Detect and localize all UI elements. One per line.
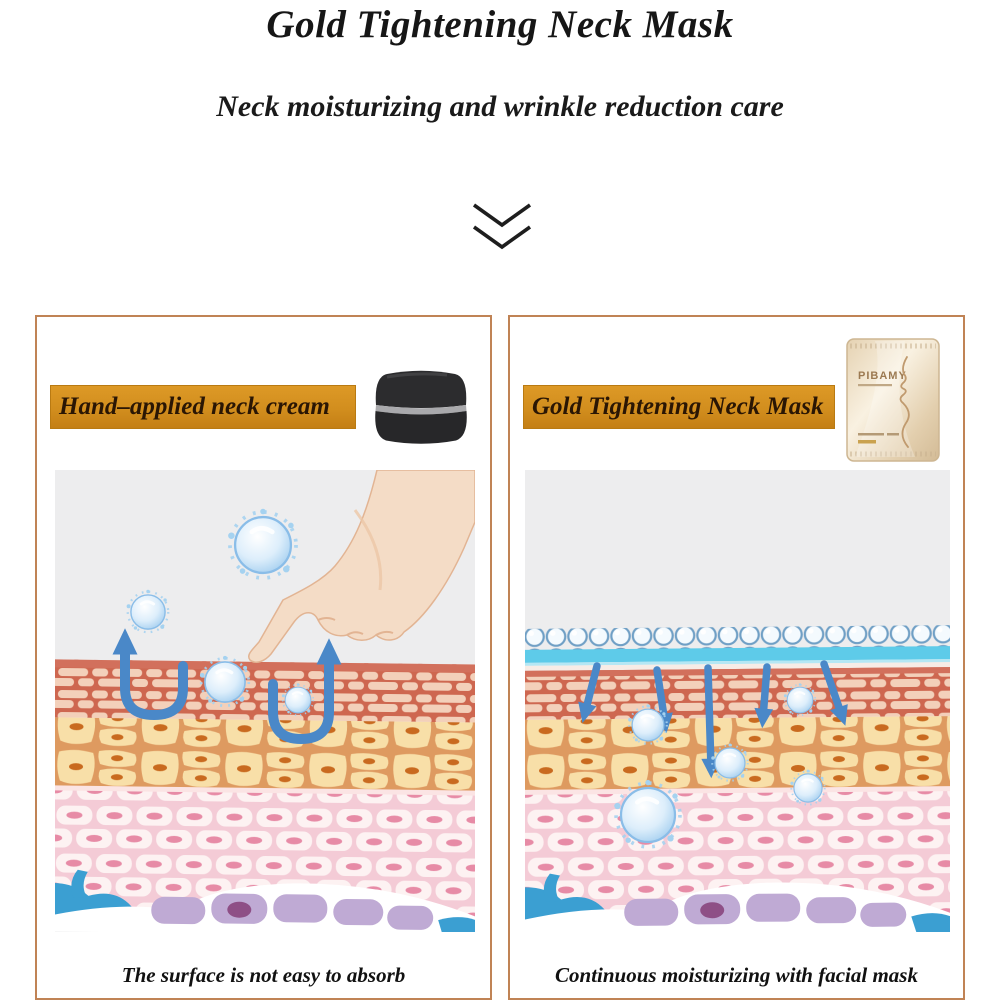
left-banner-label: Hand–applied neck cream (59, 393, 330, 420)
panel-hand-applied-cream (35, 315, 492, 1000)
right-banner (523, 385, 835, 429)
left-caption: The surface is not easy to absorb (121, 963, 406, 987)
page-title: Gold Tightening Neck Mask (266, 3, 734, 46)
left-banner (50, 385, 356, 429)
skin-layers (55, 659, 475, 932)
panel-gold-mask (508, 315, 965, 1000)
right-illustration (525, 470, 950, 932)
black-cream-jar-icon (367, 365, 475, 449)
left-illustration (55, 470, 475, 932)
right-banner-label: Gold Tightening Neck Mask (532, 393, 824, 420)
sachet-brand: PIBAMY (858, 370, 907, 382)
page-subtitle: Neck moisturizing and wrinkle reduction care (216, 90, 784, 123)
right-caption: Continuous moisturizing with facial mask (555, 963, 918, 987)
gold-mask-sachet-icon (845, 337, 941, 463)
skin-layers (525, 625, 950, 932)
double-chevron-down-icon (472, 202, 532, 254)
